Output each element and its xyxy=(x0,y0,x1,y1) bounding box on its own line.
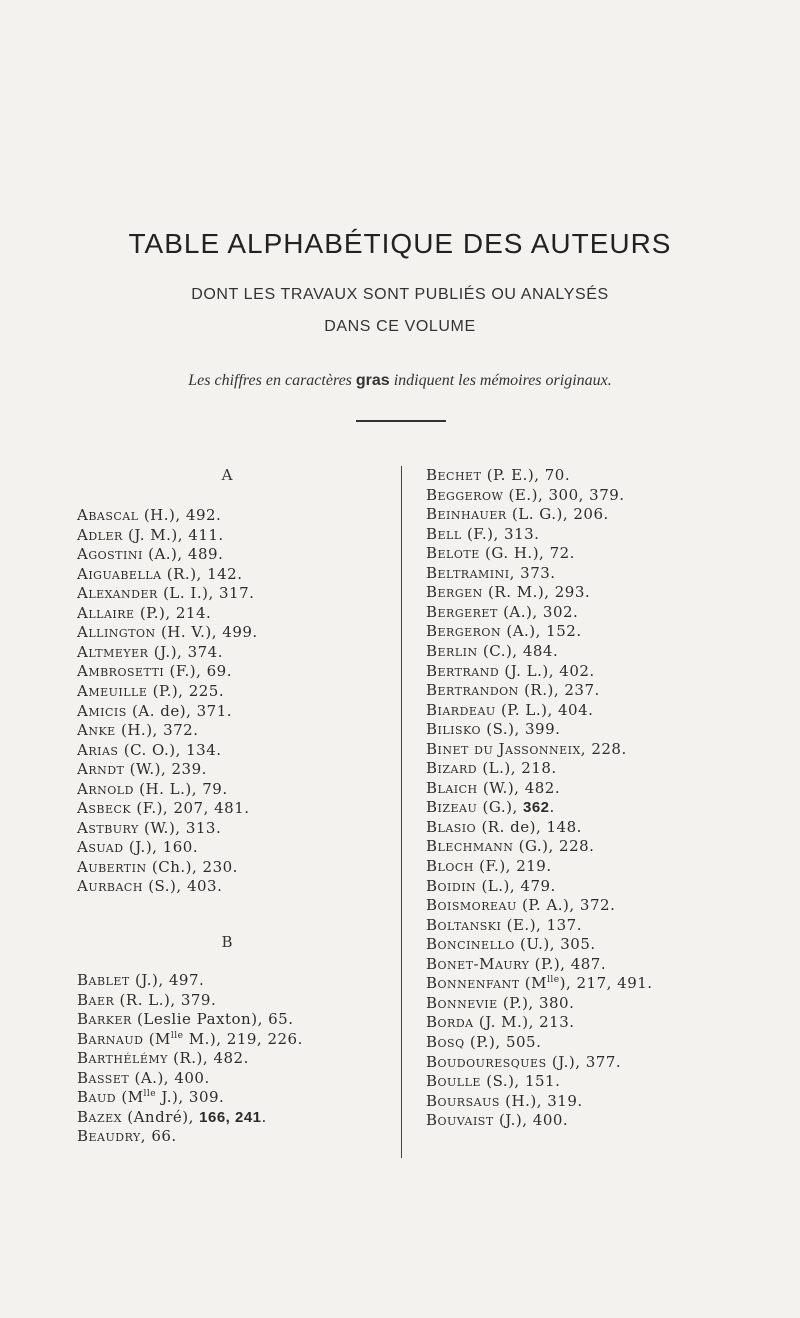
page-references: (P. L.), 404. xyxy=(495,700,594,719)
author-name: Bonet-Maury xyxy=(426,954,530,973)
index-entry xyxy=(77,838,198,856)
page-references: (J.), 377. xyxy=(546,1052,622,1071)
author-name: Berlin xyxy=(426,641,478,660)
author-name: Boltanski xyxy=(426,915,502,934)
author-name: Bonnevie xyxy=(426,993,498,1012)
page-references: (R. de), 148. xyxy=(476,817,582,836)
author-name: Abascal xyxy=(77,506,139,524)
note-text-start: Les chiffres en caractères xyxy=(188,372,356,389)
page-references: (W.), 482. xyxy=(477,778,561,797)
page-references: (A. de), 371. xyxy=(126,701,233,720)
author-name: Asbeck xyxy=(77,799,132,818)
author-name: Aubertin xyxy=(77,857,147,876)
index-entry xyxy=(77,545,223,563)
index-entry xyxy=(426,701,593,719)
index-entry xyxy=(426,1013,575,1031)
page-references: (R. M.), 293. xyxy=(482,583,591,602)
index-entry xyxy=(426,622,582,640)
author-name: Adler xyxy=(77,525,123,544)
section-letter-b: B xyxy=(221,933,233,951)
author-name: Bilisko xyxy=(426,720,481,739)
author-name: Altmeyer xyxy=(77,642,149,661)
note-text-end: indiquent les mémoires originaux. xyxy=(389,372,612,389)
column-divider xyxy=(401,466,402,1158)
index-entry xyxy=(77,1127,177,1145)
author-name: Bizard xyxy=(426,759,478,778)
index-entry xyxy=(426,486,625,504)
author-name: Arias xyxy=(77,740,119,759)
index-entry xyxy=(426,1033,541,1051)
page-references: (J.), 497. xyxy=(129,971,205,989)
index-entry xyxy=(77,623,258,641)
page-references: (S.), 403. xyxy=(142,877,223,896)
page-references: (A.), 152. xyxy=(501,622,582,641)
author-name: Anke xyxy=(77,721,116,740)
author-name: Bazex xyxy=(77,1107,122,1126)
author-name: Baer xyxy=(77,990,115,1009)
author-name: Blechmann xyxy=(426,837,514,856)
author-name: Ambrosetti xyxy=(77,662,165,681)
page-references: (A.), 302. xyxy=(497,602,579,621)
page-references: (P.), 487. xyxy=(529,954,607,973)
page-references: (W.), 239. xyxy=(124,760,207,779)
index-entry xyxy=(77,604,211,622)
page-references: (C.), 484. xyxy=(477,641,559,660)
author-name: Astbury xyxy=(77,818,139,837)
index-entry xyxy=(77,819,221,837)
page-references: (P.), 380. xyxy=(497,993,575,1012)
author-name: Belote xyxy=(426,544,480,563)
index-entry xyxy=(426,857,552,875)
index-entry xyxy=(426,681,600,699)
author-name: Barthélémy xyxy=(77,1049,168,1068)
index-entry xyxy=(77,1108,267,1126)
page-references: (R.), 237. xyxy=(518,681,600,700)
author-name: Boismoreau xyxy=(426,896,517,915)
index-entry xyxy=(77,1069,210,1087)
author-name: Boudouresques xyxy=(426,1052,547,1071)
index-entry xyxy=(426,896,615,914)
page-references: (W.), 313. xyxy=(138,818,222,837)
index-entry xyxy=(77,1049,249,1067)
index-entry xyxy=(77,682,224,700)
author-name: Boulle xyxy=(426,1072,481,1091)
page-references: (A.), 400. xyxy=(129,1068,210,1087)
page-references: (Ch.), 230. xyxy=(146,857,238,876)
page-references: (L.), 479. xyxy=(476,876,556,895)
page-references: (H.), 372. xyxy=(115,721,199,740)
index-entry xyxy=(426,798,555,816)
index-entry xyxy=(77,760,207,778)
page-references: , 373. xyxy=(509,563,556,582)
author-name: Bell xyxy=(426,524,462,543)
author-name: Bizeau xyxy=(426,798,478,817)
page-references: (L. G.), 206. xyxy=(506,505,609,524)
index-entry xyxy=(426,955,606,973)
author-name: Asuad xyxy=(77,838,124,857)
page-references: (H. L.), 79. xyxy=(133,779,228,798)
page-references: (J. M.), 213. xyxy=(473,1013,575,1032)
page-references: (J.), 374. xyxy=(148,642,223,661)
page-references: (G.), 228. xyxy=(513,837,595,856)
index-entry xyxy=(426,720,560,738)
author-name: Allaire xyxy=(77,603,135,622)
index-entry xyxy=(426,779,560,797)
index-entry xyxy=(77,858,238,876)
page-references: (F.), 207, 481. xyxy=(131,799,250,818)
index-entry xyxy=(77,584,254,602)
author-name: Amicis xyxy=(77,701,127,720)
page-references: (E.), 300, 379. xyxy=(503,485,625,504)
page-references: , 66. xyxy=(140,1127,177,1146)
page-references: (R.), 142. xyxy=(161,564,243,583)
page-references: (P.), 505. xyxy=(464,1032,542,1051)
author-name: Bouvaist xyxy=(426,1111,494,1130)
author-name: Blaich xyxy=(426,778,478,797)
page-references: (J.), 400. xyxy=(493,1111,569,1130)
index-entry xyxy=(426,994,574,1012)
page-references: (U.), 305. xyxy=(514,935,596,954)
index-entry xyxy=(77,799,250,817)
page-references: (L. I.), 317. xyxy=(157,584,255,603)
subtitle-line-2: DANS CE VOLUME xyxy=(324,318,476,335)
index-entry xyxy=(426,818,582,836)
index-entry xyxy=(426,505,609,523)
author-name: Boidin xyxy=(426,876,477,895)
author-name: Beinhauer xyxy=(426,505,507,524)
author-name: Bosq xyxy=(426,1032,465,1051)
index-entry xyxy=(77,565,242,583)
bold-numbers-note xyxy=(0,372,800,390)
author-name: Bertrandon xyxy=(426,681,519,700)
page-references: (G.), 362. xyxy=(477,798,555,817)
page-references: (H.), 319. xyxy=(499,1091,583,1110)
page-references: (S.), 399. xyxy=(481,720,561,739)
index-entry xyxy=(426,1072,560,1090)
author-name: Aurbach xyxy=(77,877,143,896)
index-entry xyxy=(426,935,596,953)
author-name: Bechet xyxy=(426,466,482,484)
author-name: Allington xyxy=(77,623,156,642)
subtitle-line-1: DONT LES TRAVAUX SONT PUBLIÉS OU ANALYSÉS xyxy=(191,286,609,303)
note-bold-word: gras xyxy=(355,372,390,389)
page-references: (S.), 151. xyxy=(480,1072,561,1091)
index-entry xyxy=(426,525,539,543)
index-entry xyxy=(77,1030,303,1048)
index-entry xyxy=(426,916,582,934)
page-references: (F.), 69. xyxy=(164,662,232,681)
index-entry xyxy=(77,877,222,895)
original-memoir-pages: 166, 241 xyxy=(199,1108,262,1126)
page-references: (C. O.), 134. xyxy=(118,740,222,759)
page-references: (J. M.), 411. xyxy=(122,525,224,544)
index-entry xyxy=(426,1053,621,1071)
author-name: Borda xyxy=(426,1013,474,1032)
page-references: (R. L.), 379. xyxy=(114,990,217,1009)
index-entry xyxy=(426,1092,583,1110)
index-entry xyxy=(77,643,223,661)
index-entry xyxy=(77,1010,293,1028)
original-memoir-pages: 362 xyxy=(523,799,550,817)
author-name: Bablet xyxy=(77,971,130,989)
page-references: (R.), 482. xyxy=(167,1049,249,1068)
index-entry xyxy=(426,759,557,777)
page-references: (Leslie Paxton), 65. xyxy=(131,1010,294,1029)
index-entry xyxy=(426,603,578,621)
index-entry xyxy=(426,740,627,758)
index-entry xyxy=(77,662,232,680)
index-entry xyxy=(77,1088,224,1106)
index-entry xyxy=(426,642,558,660)
index-entry xyxy=(426,1111,568,1129)
index-entry xyxy=(426,974,653,992)
index-entry xyxy=(77,741,222,759)
page-references: (J.), 160. xyxy=(123,838,199,857)
section-letter-a: A xyxy=(221,466,233,484)
page-references: (A.), 489. xyxy=(142,545,224,564)
index-entry xyxy=(426,662,595,680)
index-entry xyxy=(426,466,570,484)
page-references: (André), 166, 241. xyxy=(121,1107,267,1126)
page-references: (F.), 313. xyxy=(461,524,540,543)
page-references: (P.), 214. xyxy=(134,603,212,622)
author-name: Binet du Jassonneix xyxy=(426,739,581,758)
author-name: Arndt xyxy=(77,760,125,779)
page-references: (E.), 137. xyxy=(501,915,582,934)
page-references: (P.), 225. xyxy=(147,681,225,700)
author-name: Alexander xyxy=(77,584,158,603)
page-references: ($M^{lle}$ J.), 309. xyxy=(116,1088,225,1107)
page-references: (H.), 492. xyxy=(138,506,222,524)
page-references: (P. E.), 70. xyxy=(481,466,571,484)
page-references: , 228. xyxy=(580,739,627,758)
index-entry xyxy=(77,506,221,524)
author-name: Arnold xyxy=(77,779,134,798)
index-entry xyxy=(77,702,232,720)
index-entry xyxy=(426,564,556,582)
author-name: Agostini xyxy=(77,545,143,564)
index-entry xyxy=(77,971,204,989)
author-name: Bonnenfant xyxy=(426,974,520,993)
author-name: Beggerow xyxy=(426,485,504,504)
author-name: Beltramini xyxy=(426,563,510,582)
page-references: (L.), 218. xyxy=(477,759,557,778)
index-entry xyxy=(426,583,590,601)
author-name: Bergeret xyxy=(426,602,498,621)
author-name: Beaudry xyxy=(77,1127,141,1146)
page-references: (G. H.), 72. xyxy=(479,544,575,563)
index-entry xyxy=(77,780,228,798)
page-references: (P. A.), 372. xyxy=(516,896,616,915)
author-name: Biardeau xyxy=(426,700,496,719)
page-references: (J. L.), 402. xyxy=(499,661,595,680)
author-name: Bertrand xyxy=(426,661,500,680)
author-name: Baud xyxy=(77,1088,117,1107)
author-name: Basset xyxy=(77,1068,130,1087)
author-name: Bergeron xyxy=(426,622,502,641)
author-name: Barker xyxy=(77,1010,132,1029)
index-entry xyxy=(426,877,556,895)
author-name: Ameuille xyxy=(77,681,148,700)
index-entry xyxy=(77,991,216,1009)
author-name: Aiguabella xyxy=(77,564,162,583)
author-name: Barnaud xyxy=(77,1029,144,1048)
index-entry xyxy=(77,526,224,544)
title-rule xyxy=(356,420,446,422)
page-references: ($M^{lle}$ M.), 219, 226. xyxy=(143,1029,303,1048)
author-name: Boursaus xyxy=(426,1091,500,1110)
index-entry xyxy=(77,721,198,739)
page-references: (H. V.), 499. xyxy=(155,623,258,642)
index-entry xyxy=(426,544,575,562)
index-entry xyxy=(426,837,594,855)
author-name: Bergen xyxy=(426,583,483,602)
author-name: Bloch xyxy=(426,857,474,875)
author-name: Blasio xyxy=(426,817,477,836)
page-references: (F.), 219. xyxy=(473,857,552,875)
page-title: TABLE ALPHABÉTIQUE DES AUTEURS xyxy=(128,228,672,259)
author-name: Boncinello xyxy=(426,935,515,954)
page-references: $(M^{lle})$, 217, 491. xyxy=(519,974,653,993)
